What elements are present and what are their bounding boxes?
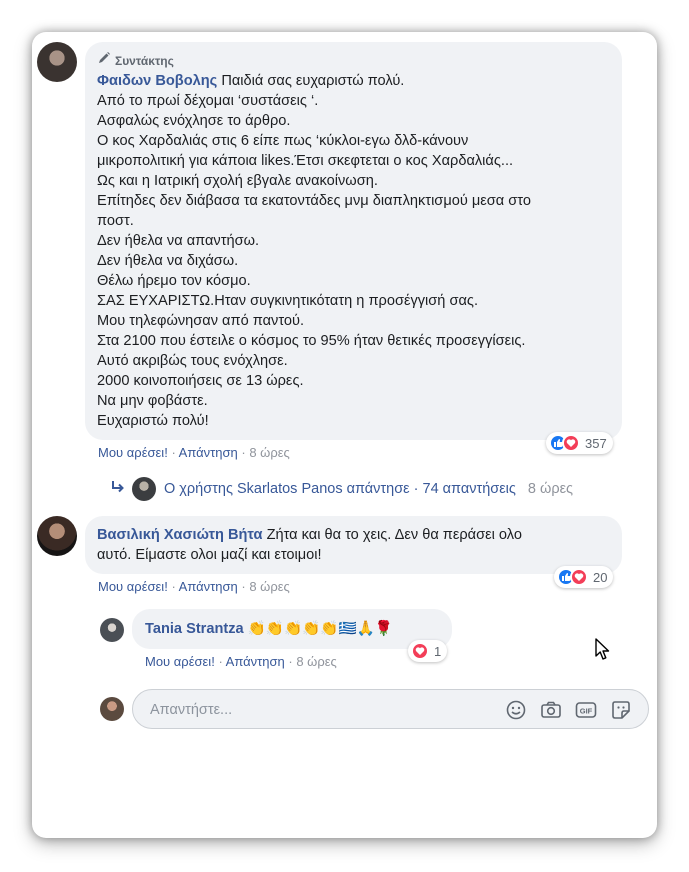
love-icon bbox=[570, 568, 588, 586]
gif-icon[interactable] bbox=[574, 698, 598, 722]
reaction-summary-vasiliki[interactable] bbox=[554, 566, 613, 588]
avatar-faidon[interactable] bbox=[37, 42, 77, 82]
reply-arrow-icon bbox=[110, 480, 126, 498]
author-name-vasiliki[interactable]: Βασιλική Χασιώτη Βήτα bbox=[97, 527, 263, 543]
view-replies-link[interactable] bbox=[110, 477, 573, 501]
comment-line: Αυτό ακριβώς τους ενόχλησε. bbox=[97, 353, 288, 369]
comment-line: Από το πρωί δέχομαι ‘συστάσεις ‘. bbox=[97, 93, 319, 109]
comment-actions-tania: Μου αρέσει! · Απάντηση · 8 ώρες bbox=[145, 654, 337, 669]
reply-composer[interactable] bbox=[132, 689, 649, 729]
love-icon bbox=[411, 642, 429, 660]
avatar-tania[interactable] bbox=[100, 618, 124, 642]
comment-actions-vasiliki: Μου αρέσει! · Απάντηση · 8 ώρες bbox=[98, 579, 290, 594]
reply-input[interactable] bbox=[148, 690, 492, 730]
avatar-vasiliki[interactable] bbox=[37, 516, 77, 556]
author-name-faidon[interactable]: Φαιδων Βοβολης bbox=[97, 73, 218, 89]
comment-actions-faidon: Μου αρέσει! · Απάντηση · 8 ώρες bbox=[98, 445, 290, 460]
camera-icon[interactable] bbox=[539, 698, 563, 722]
badge-label: Συντάκτης bbox=[115, 54, 174, 68]
replies-time: 8 ώρες bbox=[527, 481, 574, 497]
comment-text-faidon bbox=[97, 71, 531, 431]
comment-line: Να μην φοβάστε. bbox=[97, 393, 208, 409]
comment-text-tania bbox=[145, 619, 393, 639]
comment-line: 2000 κοινοποιήσεις σε 13 ώρες. bbox=[97, 373, 304, 389]
reaction-count: 20 bbox=[593, 569, 608, 585]
comment-text-vasiliki bbox=[97, 525, 522, 565]
comment-line: Δεν ήθελα να διχάσω. bbox=[97, 253, 239, 269]
emoji-text: 👏👏👏👏👏🇬🇷🙏🌹 bbox=[247, 621, 394, 637]
reaction-summary-faidon[interactable] bbox=[546, 432, 613, 454]
reaction-count: 1 bbox=[434, 643, 442, 659]
love-icon bbox=[562, 434, 580, 452]
avatar-skarlatos[interactable] bbox=[132, 477, 156, 501]
comment-line: Επίτηδες δεν διάβασα τα εκατοντάδες μνμ διαπληκτισμού μεσα στο bbox=[97, 193, 531, 209]
comment-time[interactable]: 8 ώρες bbox=[249, 579, 290, 594]
reaction-summary-tania[interactable] bbox=[408, 640, 447, 662]
comment-line: Θέλω ήρεμο τον κόσμο. bbox=[97, 273, 251, 289]
like-link[interactable]: Μου αρέσει! bbox=[98, 579, 168, 594]
sticker-icon[interactable] bbox=[609, 698, 633, 722]
replies-summary-text: Ο χρήστης Skarlatos Panos απάντησε · 74 απαντήσεις bbox=[164, 481, 516, 497]
comment-line: Μου τηλεφώνησαν από παντού. bbox=[97, 313, 305, 329]
comment-line: Ευχαριστώ πολύ! bbox=[97, 413, 209, 429]
like-link[interactable]: Μου αρέσει! bbox=[145, 654, 215, 669]
comment-line: Δεν ήθελα να απαντήσω. bbox=[97, 233, 260, 249]
reaction-count: 357 bbox=[585, 435, 607, 451]
comment-line: ποστ. bbox=[97, 213, 134, 229]
comment-line: ΣΑΣ ΕΥΧΑΡΙΣΤΩ.Ηταν συγκινητικότατη η προσέγγισή σας. bbox=[97, 293, 478, 309]
smiley-icon[interactable] bbox=[504, 698, 528, 722]
comment-bubble-vasiliki bbox=[85, 516, 622, 574]
comment-time[interactable]: 8 ώρες bbox=[249, 445, 290, 460]
like-link[interactable]: Μου αρέσει! bbox=[98, 445, 168, 460]
comment-line: αυτό. Είμαστε ολοι μαζί και ετοιμοι! bbox=[97, 547, 322, 563]
comment-line: Ο κος Χαρδαλιάς στις 6 είπε πως ‘κύκλοι-εγω δλδ-κάνουν bbox=[97, 133, 469, 149]
svg-text:GIF: GIF bbox=[579, 706, 593, 716]
comment-bubble-faidon bbox=[85, 42, 622, 440]
pencil-icon bbox=[97, 51, 111, 71]
comment-bubble-tania bbox=[132, 609, 452, 649]
comment-line: Ζήτα και θα το χεις. Δεν θα περάσει ολο bbox=[266, 527, 522, 543]
comment-line: μικροπολιτική για κάποια likes.Έτσι σκεφτεται ο κος Χαρδαλιάς... bbox=[97, 153, 514, 169]
reply-link[interactable]: Απάντηση bbox=[178, 579, 238, 594]
comment-line: Ως και η Ιατρική σχολή εβγαλε ανακοίνωση. bbox=[97, 173, 378, 189]
comments-panel bbox=[32, 32, 657, 838]
author-badge bbox=[97, 51, 174, 71]
mouse-cursor-icon bbox=[595, 638, 611, 667]
avatar-current-user bbox=[100, 697, 124, 721]
author-name-tania[interactable]: Tania Strantza bbox=[145, 621, 244, 637]
comment-line: Ασφαλώς ενόχλησε το άρθρο. bbox=[97, 113, 291, 129]
reply-link[interactable]: Απάντηση bbox=[178, 445, 238, 460]
comment-time[interactable]: 8 ώρες bbox=[296, 654, 337, 669]
comment-line: Στα 2100 που έστειλε ο κόσμος το 95% ήταν θετικές προσεγγίσεις. bbox=[97, 333, 526, 349]
comment-line: Παιδιά σας ευχαριστώ πολύ. bbox=[221, 73, 405, 89]
reply-link[interactable]: Απάντηση bbox=[225, 654, 285, 669]
